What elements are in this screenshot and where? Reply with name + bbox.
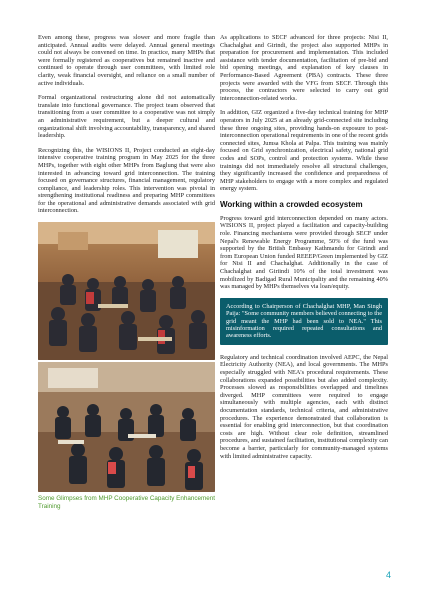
section-heading: Working within a crowded ecosystem <box>220 199 363 209</box>
body-paragraph: Even among these, progress was slower and more fragile than anticipated. Annual audits were delayed. Annual general meetings could not always be convened on time. In practice, many MHPs that were formally registered as cooperatives but remained inactive and continued to operate through user committees, with limited role clarity, weak financial oversight, and reliance on a small number of active individuals. <box>38 34 215 87</box>
left-column <box>38 34 215 510</box>
body-paragraph: As applications to SECF advanced for three projects: Nisi II, Chachalghat and Girindi, the project also supported MHPs in preparation for procurement and implementation. This included assistance with tender documentation, facilitation of pre-bid and bid opening meetings, and explanation of key clauses in Performance-Based Agreement (PBA) contracts. These three projects were awarded with the VFG from SECF. Through this process, the contractors were selected to carry out grid interconnection-related works. <box>220 34 388 102</box>
callout-text: According to Chairperson of Chachalghat MHP, Man Singh Paija: "Some community members believed connecting to the grid meant the MHP had been sold to NEA." This misinformation required repeated consultations and awareness efforts. <box>226 302 382 340</box>
body-paragraph: Formal organizational restructuring alone did not automatically translate into functional governance. The project team observed that transitioning from a user committee to a cooperative was not simply an administrative requirement, but a deeper cultural and organizational shift involving accountability, transparency, and shared leadership. <box>38 94 215 140</box>
body-paragraph: Regulatory and technical coordination involved AEPC, the Nepal Electricity Authority (NEA), and local governments. The MHPs especially struggled with NEA's procedural requirements. These collaborations expanded possibilities but also added complexity. Processes slowed as responsibilities overlapped and timelines diverged. MHP committees were required to engage simultaneously with multiple agencies, each with distinct documentation standards, technical criteria, and administrative procedures. The experience demonstrated that collaboration is essential for enabling grid interconnection, but that coordination costs are high. Without clear role definition, streamlined procedures, and sustained facilitation, institutional complexity can become a barrier, particularly for community-managed systems with limited administrative capacity. <box>220 353 388 460</box>
page-number: 4 <box>385 570 391 580</box>
body-paragraph: Progress toward grid interconnection depended on many actors. WISIONS II, project played a facilitation and capacity-building role. Financing mechanisms were provided through SECF under Nepal's Renewable Energy Programme, 50% of the fund was supported by the British Embassy Kathmandu for Girindi and from European Union funded REEEP/Green implemented by GIZ for Nisi II and Chachalghat. Additionally in the case of Chachalghat and Giriindi 10% of the total investment was mobilized by Badigad Rural Municipality and the remaining 40% was managed by MHPs themselves via loan/equity. <box>220 214 388 291</box>
quote-callout <box>220 298 388 345</box>
right-column <box>220 34 388 467</box>
body-paragraph: Recognizing this, the WISIONS II, Project conducted an eight-day intensive cooperative training program in May 2025 for the three MHPs, together with eight other MHPs from Baglung that were also interested in advancing toward grid interconnection. The training focused on governance structures, financial management, regulatory compliance, and leadership roles. This intervention was pivotal in strengthening institutional readiness and preparing MHP committees for the operational and administrative demands associated with grid interconnection. <box>38 146 215 215</box>
training-photo-group <box>38 362 215 492</box>
training-photo-classroom <box>38 222 215 360</box>
body-paragraph: In addition, GIZ organized a five-day technical training for MHP operators in July 2025 at an already grid-connected site including these three ongoing sites, providing hands-on exposure to post-interconnection operational requirements in one of the recent grids connected sites, Jumsa Khola at Palpa. This training was mainly focused on Grid synchronization, electrical safety, national grid codes and SOPs, control and protection systems. While these trainings did not immediately resolve all structural challenges, they significantly increased the confidence and preparedness of MHP stakeholders to engage with a more complex and regulated energy system. <box>220 109 388 193</box>
photo-caption: Some Glimpses from MHP Cooperative Capacity Enhancement Training <box>38 495 215 510</box>
